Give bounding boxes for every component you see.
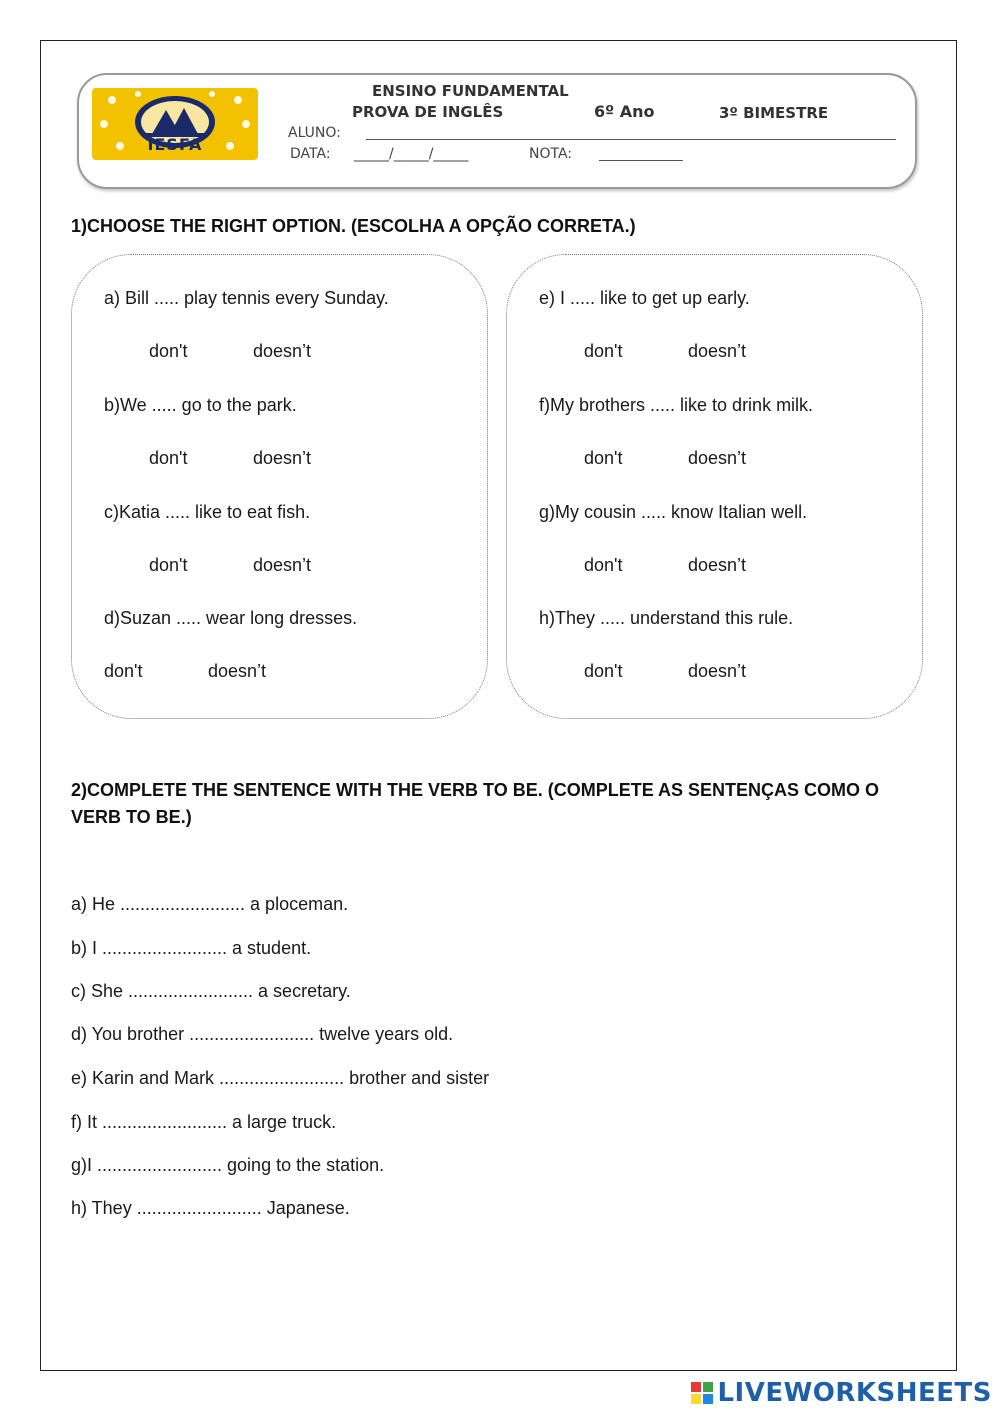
sentence-d[interactable]: d) You brother ......................... twelve years old. <box>71 1024 454 1044</box>
watermark <box>690 1378 992 1408</box>
date-label: DATA: <box>290 146 331 162</box>
option-dont-f[interactable]: don't <box>584 448 623 468</box>
sentence-e[interactable]: e) Karin and Mark ......................... brother and sister <box>71 1068 490 1088</box>
header-exam: PROVA DE INGLÊS <box>352 103 504 121</box>
question-a: a) Bill ..... play tennis every Sunday. <box>104 288 389 308</box>
question-c: c)Katia ..... like to eat fish. <box>104 502 311 522</box>
liveworksheets-logo-icon <box>690 1381 714 1405</box>
sentence-f[interactable]: f) It ......................... a large truck. <box>71 1112 337 1132</box>
question-h: h)They ..... understand this rule. <box>539 608 794 628</box>
grade-label: NOTA: <box>529 146 573 162</box>
question-b: b)We ..... go to the park. <box>104 395 297 415</box>
watermark-text: LIVEWORKSHEETS <box>717 1378 992 1408</box>
sentence-c[interactable]: c) She ......................... a secretary. <box>71 981 351 1001</box>
option-dont-b[interactable]: don't <box>149 448 188 468</box>
option-dont-e[interactable]: don't <box>584 341 623 361</box>
header-grade: 6º Ano <box>594 102 655 121</box>
header-term: 3º BIMESTRE <box>719 104 829 122</box>
option-doesnt-a[interactable]: doesn’t <box>253 341 312 361</box>
sentence-b[interactable]: b) I ......................... a student. <box>71 938 312 958</box>
sentence-g[interactable]: g)I ......................... going to the station. <box>71 1155 385 1175</box>
date-field[interactable]: _____/_____/_____ <box>354 146 469 162</box>
option-dont-h[interactable]: don't <box>584 661 623 681</box>
question-e: e) I ..... like to get up early. <box>539 288 750 308</box>
right-options-box <box>506 254 923 719</box>
section2-title: 2)COMPLETE THE SENTENCE WITH THE VERB TO BE. (COMPLETE AS SENTENÇAS COMO O VERB TO BE.) <box>71 780 880 827</box>
student-name-field[interactable] <box>366 139 896 140</box>
question-f: f)My brothers ..... like to drink milk. <box>539 395 814 415</box>
option-doesnt-h[interactable]: doesn’t <box>688 661 747 681</box>
sentence-h[interactable]: h) They ......................... Japanese. <box>71 1198 350 1218</box>
grade-field[interactable] <box>599 160 683 161</box>
school-logo <box>92 88 258 160</box>
left-options-box <box>71 254 488 719</box>
option-dont-g[interactable]: don't <box>584 555 623 575</box>
option-doesnt-b[interactable]: doesn’t <box>253 448 312 468</box>
option-doesnt-e[interactable]: doesn’t <box>688 341 747 361</box>
school-logo-text: IESFA <box>147 135 203 154</box>
question-d: d)Suzan ..... wear long dresses. <box>104 608 358 628</box>
sentence-a[interactable]: a) He ......................... a ploceman. <box>71 894 349 914</box>
student-label: ALUNO: <box>288 125 341 141</box>
option-doesnt-c[interactable]: doesn’t <box>253 555 312 575</box>
question-g: g)My cousin ..... know Italian well. <box>539 502 808 522</box>
option-doesnt-d[interactable]: doesn’t <box>208 661 267 681</box>
option-doesnt-f[interactable]: doesn’t <box>688 448 747 468</box>
option-dont-a[interactable]: don't <box>149 341 188 361</box>
option-dont-c[interactable]: don't <box>149 555 188 575</box>
section1-title: 1)CHOOSE THE RIGHT OPTION. (ESCOLHA A OPÇÃO CORRETA.) <box>71 216 636 236</box>
option-doesnt-g[interactable]: doesn’t <box>688 555 747 575</box>
option-dont-d[interactable]: don't <box>104 661 143 681</box>
header-level: ENSINO FUNDAMENTAL <box>372 82 569 100</box>
